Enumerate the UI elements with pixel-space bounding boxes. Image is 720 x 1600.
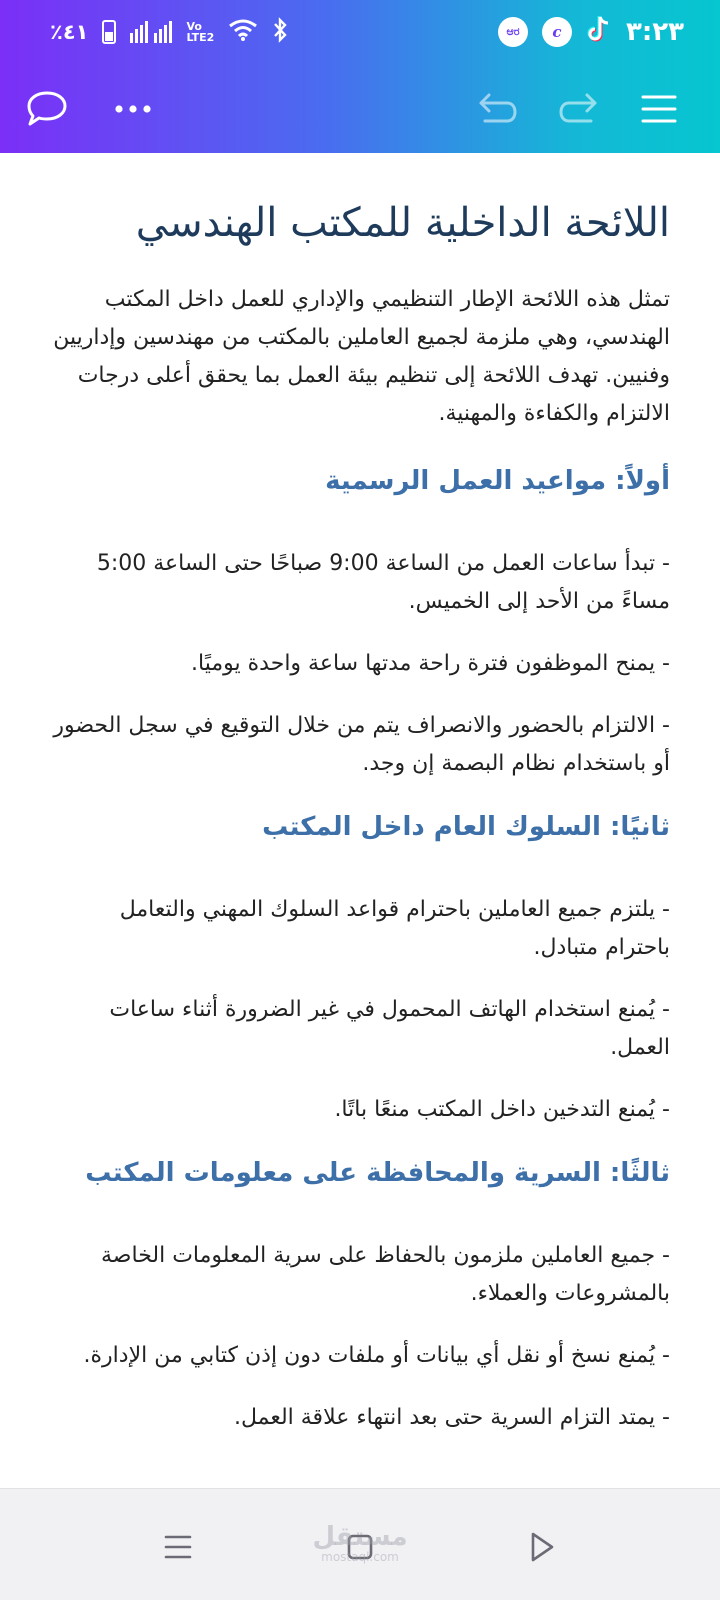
document-content[interactable] [0,153,720,1488]
watermark-subtext: mostaql.com [321,1550,399,1564]
battery-icon [102,20,116,44]
list-item: - الالتزام بالحضور والانصراف يتم من خلال التوقيع في سجل الحضور أو باستخدام نظام البصمة إن وجد. [53,713,670,776]
list-item: - تبدأ ساعات العمل من الساعة 9:00 صباحًا حتى الساعة 5:00 مساءً من الأحد إلى الخميس. [96,551,670,614]
menu-icon [641,94,677,124]
document-title: اللائحة الداخلية للمكتب الهندسي [135,200,670,246]
kannada-app-icon: ಆರ [498,17,528,47]
status-bar-right [498,15,684,50]
list-item: - يمتد التزام السرية حتى بعد انتهاء علاقة العمل. [233,1405,670,1430]
volte-indicator: Vo LTE2 [186,20,215,44]
play-button[interactable] [514,1519,570,1575]
more-icon [113,104,153,114]
canva-app-icon: c [542,17,572,47]
play-icon [528,1531,556,1563]
list-item: - جميع العاملين ملزمون بالحفاظ على سرية المعلومات الخاصة بالمشروعات والعملاء. [101,1243,670,1306]
list-item: - يلتزم جميع العاملين باحترام قواعد السلوك المهني والتعامل باحترام متبادل. [119,897,670,960]
tiktok-icon [586,15,612,50]
editor-toolbar [0,64,720,153]
undo-icon [477,93,517,125]
signal-icon [130,21,172,43]
watermark-text: مستقل [312,1522,408,1552]
status-bar-left [50,17,288,48]
list-item: - يُمنع استخدام الهاتف المحمول في غير الضرورة أثناء ساعات العمل. [109,997,670,1060]
section-heading: أولاً: مواعيد العمل الرسمية [325,466,670,496]
battery-percent: ٪٤١ [50,20,89,44]
comment-button[interactable] [20,82,74,136]
list-item: - يُمنع نسخ أو نقل أي بيانات أو ملفات دون إذن كتابي من الإدارة. [83,1343,670,1368]
more-options-button[interactable] [106,82,160,136]
section-heading: ثانيًا: السلوك العام داخل المكتب [262,812,670,842]
app-header [0,0,720,153]
watermark [300,1524,420,1564]
status-time: ٣:٢٣ [625,17,684,47]
list-icon [163,1534,193,1560]
list-button[interactable] [150,1519,206,1575]
bluetooth-icon [272,17,288,48]
status-bar [0,0,720,64]
intro-paragraph: تمثل هذه اللائحة الإطار التنظيمي والإداري للعمل داخل المكتب الهندسي، وهي ملزمة لجميع العاملين بالمكتب من مهندسين وإداريين وفنيين. تهدف اللائحة إلى تنظيم بيئة العمل بما يحقق أعلى درجات الالتزام والكفاءة والمهنية. [53,287,670,426]
wifi-icon [228,19,258,46]
list-item: - يُمنع التدخين داخل المكتب منعًا باتًا. [334,1097,670,1122]
list-item: - يمنح الموظفون فترة راحة مدتها ساعة واحدة يوميًا. [191,651,670,676]
menu-button[interactable] [632,82,686,136]
redo-button[interactable] [552,82,606,136]
comment-icon [25,89,69,129]
section-heading: ثالثًا: السرية والمحافظة على معلومات المكتب [85,1158,670,1188]
redo-icon [559,93,599,125]
undo-button[interactable] [470,82,524,136]
